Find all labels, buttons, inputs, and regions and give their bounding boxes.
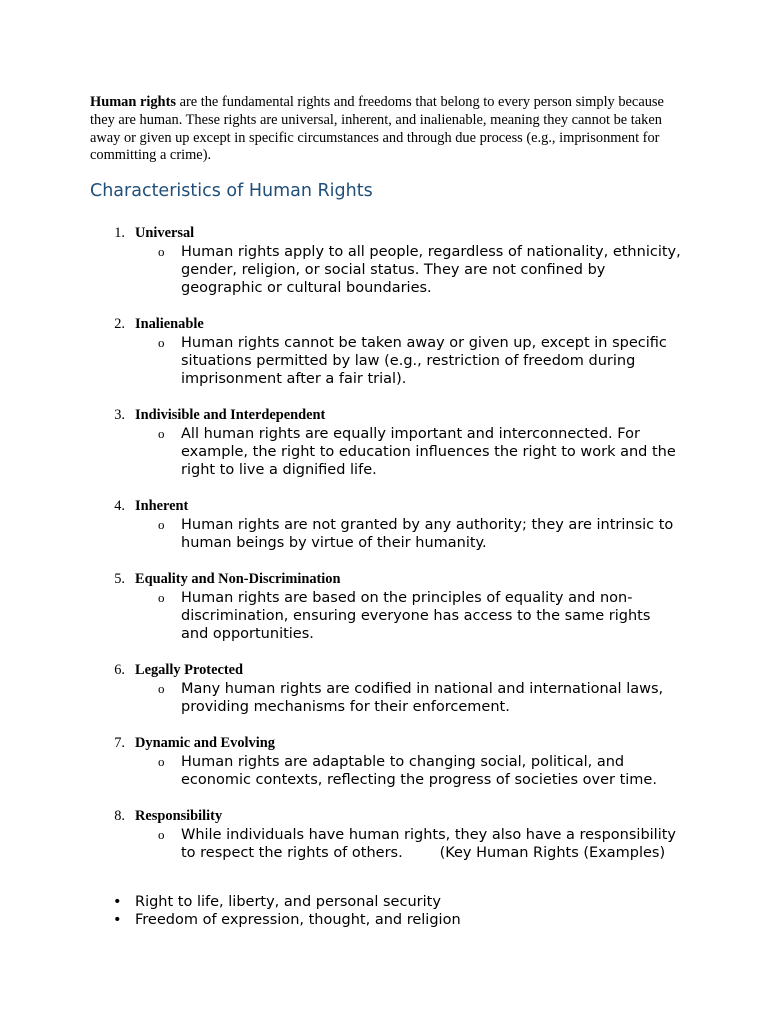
item-number: 2. [114, 316, 125, 333]
item-description: While individuals have human rights, they also have a responsibility to respect the rights of others. (Key Human Rights (Examples) [181, 826, 681, 861]
item-description: Human rights cannot be taken away or given up, except in specific situations permitted by law (e.g., restriction of freedom during imprisonment after a fair trial). [181, 334, 667, 388]
item-description-block [158, 516, 681, 552]
characteristic-item [0, 808, 768, 862]
circle-bullet-icon: o [158, 753, 165, 769]
item-description: Human rights are based on the principles of equality and non-discrimination, ensuring everyone has access to the same rights and opportunities. [181, 589, 651, 643]
characteristic-item [0, 571, 768, 643]
item-number: 1. [114, 225, 125, 241]
characteristics-list [0, 225, 768, 881]
bullet-dot-icon: • [113, 894, 122, 910]
characteristic-item [0, 662, 768, 716]
characteristic-item [0, 316, 768, 388]
example-text: Freedom of expression, thought, and religion [135, 912, 461, 928]
circle-bullet-icon: o [158, 425, 165, 441]
item-description: Human rights are not granted by any authority; they are intrinsic to human beings by virtue of their humanity. [181, 516, 674, 552]
section-heading: Characteristics of Human Rights [90, 181, 373, 201]
intro-paragraph [90, 94, 690, 165]
intro-term: Human rights [90, 94, 176, 110]
item-title: Indivisible and Interdependent [135, 407, 326, 424]
circle-bullet-icon: o [158, 680, 165, 696]
item-title: Universal [135, 225, 195, 241]
circle-bullet-icon: o [158, 243, 165, 259]
item-description-block [158, 753, 681, 789]
item-description: All human rights are equally important and interconnected. For example, the right to education influences the right to work and the right to live a dignified life. [181, 425, 676, 479]
item-description-block [158, 680, 681, 716]
item-title: Equality and Non-Discrimination [135, 571, 341, 588]
item-title: Inalienable [135, 316, 204, 333]
item-title: Inherent [135, 498, 189, 515]
item-number: 7. [114, 735, 125, 752]
characteristic-item [0, 225, 768, 297]
characteristic-item [0, 407, 768, 479]
item-number: 3. [114, 407, 125, 424]
circle-bullet-icon: o [158, 826, 165, 842]
circle-bullet-icon: o [158, 589, 165, 605]
item-number: 8. [114, 808, 125, 825]
item-number: 4. [114, 498, 125, 515]
item-title: Dynamic and Evolving [135, 735, 275, 752]
item-description: Human rights are adaptable to changing social, political, and economic contexts, reflecting the progress of societies over time. [181, 753, 657, 788]
example-text: Right to life, liberty, and personal security [135, 894, 441, 910]
item-description-block [158, 425, 681, 480]
circle-bullet-icon: o [158, 516, 165, 532]
item-title: Legally Protected [135, 662, 244, 679]
item-number: 5. [114, 571, 125, 588]
example-item [0, 911, 768, 929]
characteristic-item [0, 498, 768, 552]
characteristic-item [0, 735, 768, 789]
intro-text: are the fundamental rights and freedoms that belong to every person simply because they are human. These rights are universal, inherent, and inalienable, meaning they cannot be taken away or given up except in specific circumstances and through due process (e.g., imprisonment for committing a crime). [90, 94, 664, 164]
item-description: Many human rights are codified in national and international laws, providing mechanisms for their enforcement. [181, 680, 664, 716]
example-item [0, 893, 768, 911]
item-description-block [158, 589, 681, 644]
item-description-block [158, 826, 681, 862]
circle-bullet-icon: o [158, 334, 165, 350]
item-description-block [158, 243, 681, 298]
item-description: Human rights apply to all people, regardless of nationality, ethnicity, gender, religion, or social status. They are not confined by geographic or cultural boundaries. [181, 243, 681, 296]
item-number: 6. [114, 662, 125, 679]
item-title: Responsibility [135, 808, 223, 825]
item-description-block [158, 334, 681, 389]
examples-list [0, 893, 768, 929]
bullet-dot-icon: • [113, 912, 122, 928]
